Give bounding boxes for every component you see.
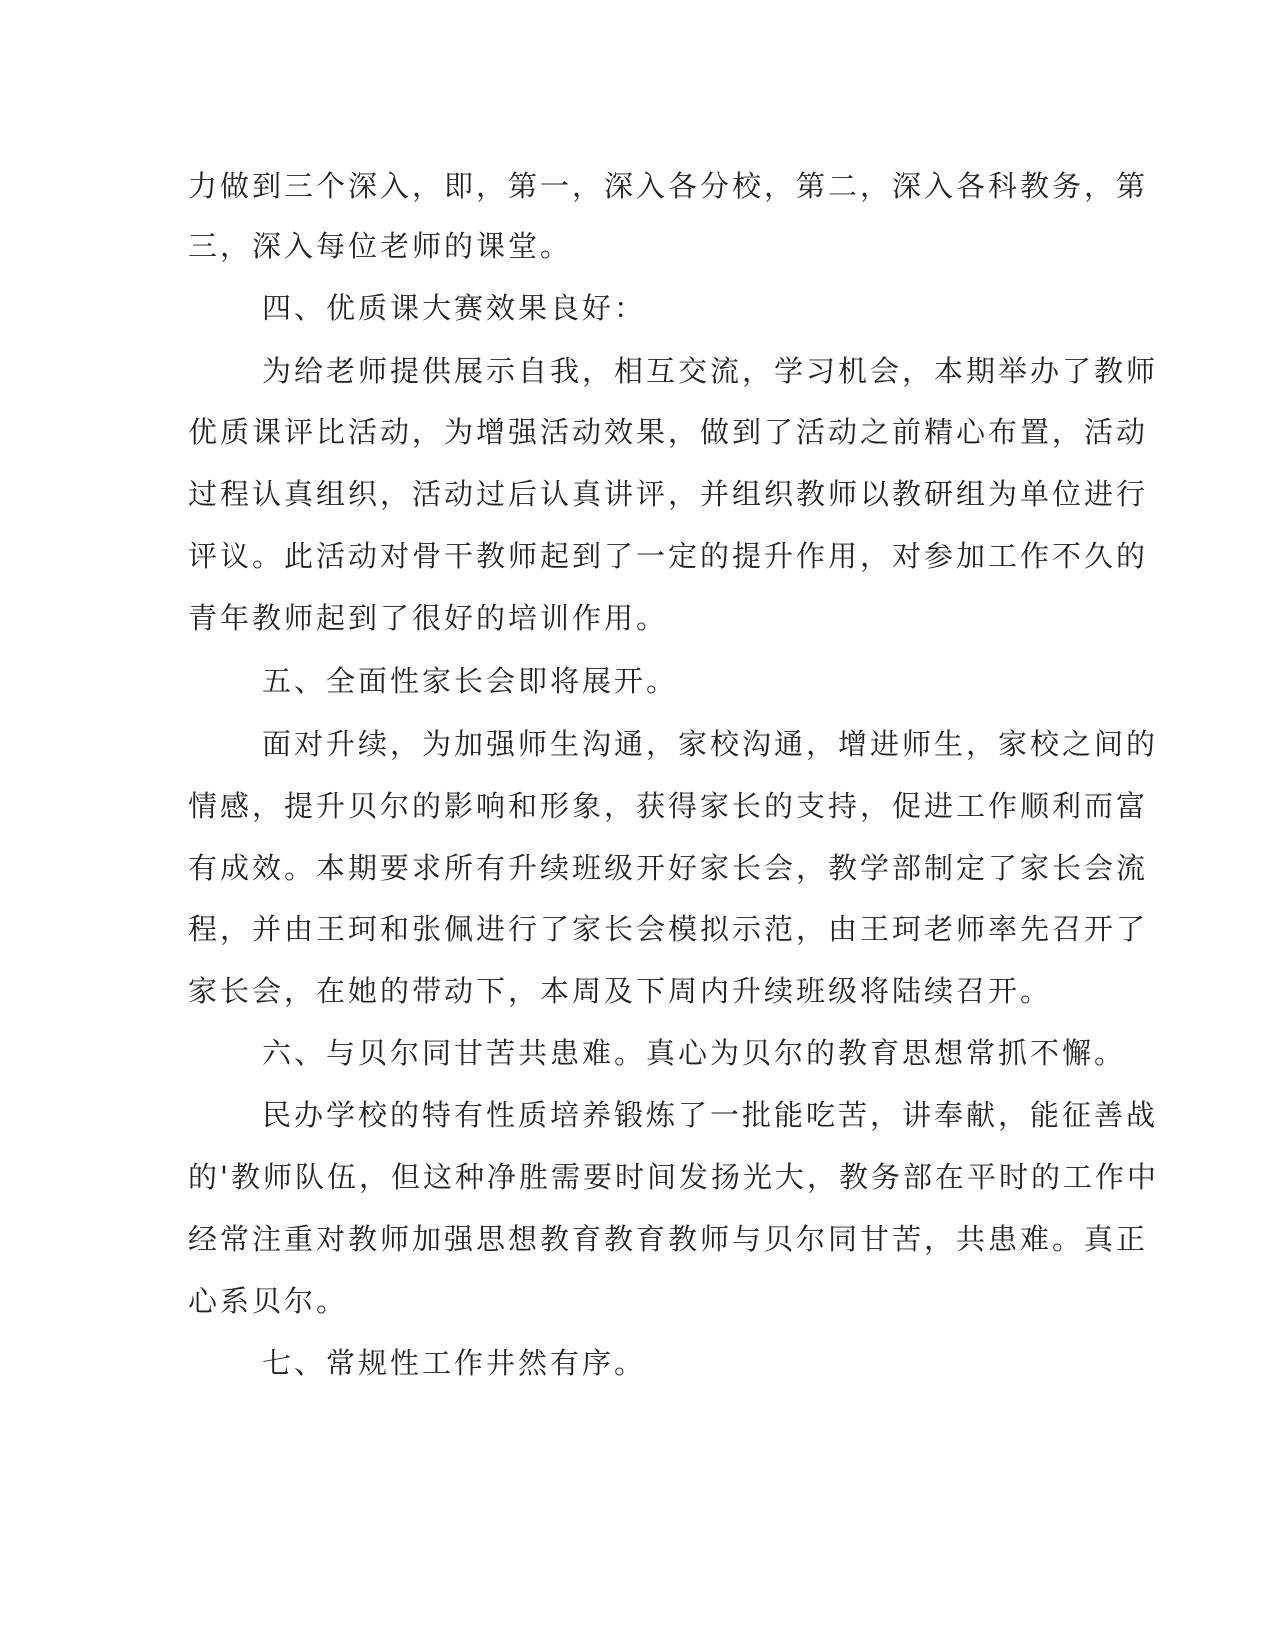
section-heading: 四、优质课大赛效果良好：	[262, 291, 647, 325]
paragraph-line: 的'教师队伍，但这种净胜需要时间发扬光大，教务部在平时的工作中	[188, 1160, 1159, 1194]
paragraph-line: 心系贝尔。	[188, 1284, 349, 1318]
paragraph-line: 青年教师起到了很好的培训作用。	[188, 601, 669, 635]
paragraph-line: 家长会，在她的带动下，本周及下周内升续班级将陆续召开。	[188, 974, 1053, 1008]
section-heading: 七、常规性工作井然有序。	[262, 1346, 647, 1380]
section-heading: 六、与贝尔同甘苦共患难。真心为贝尔的教育思想常抓不懈。	[262, 1036, 1127, 1070]
section-heading: 五、全面性家长会即将展开。	[262, 664, 679, 698]
paragraph-line: 有成效。本期要求所有升续班级开好家长会，教学部制定了家长会流	[188, 851, 1149, 885]
paragraph-line: 程，并由王珂和张佩进行了家长会模拟示范，由王珂老师率先召开了	[188, 912, 1149, 946]
paragraph-line: 为给老师提供展示自我，相互交流，学习机会，本期举办了教师	[262, 354, 1159, 388]
paragraph-line: 三，深入每位老师的课堂。	[188, 229, 573, 263]
paragraph-line: 力做到三个深入，即，第一，深入各分校，第二，深入各科教务，第	[188, 169, 1149, 203]
paragraph-line: 过程认真组织，活动过后认真讲评，并组织教师以教研组为单位进行	[188, 477, 1149, 511]
paragraph-line: 民办学校的特有性质培养锻炼了一批能吃苦，讲奉献，能征善战	[262, 1098, 1159, 1132]
paragraph-line: 优质课评比活动，为增强活动效果，做到了活动之前精心布置，活动	[188, 415, 1149, 449]
paragraph-line: 评议。此活动对骨干教师起到了一定的提升作用，对参加工作不久的	[188, 539, 1149, 573]
paragraph-line: 经常注重对教师加强思想教育教育教师与贝尔同甘苦，共患难。真正	[188, 1222, 1149, 1256]
paragraph-line: 情感，提升贝尔的影响和形象，获得家长的支持，促进工作顺利而富	[188, 789, 1149, 823]
paragraph-line: 面对升续，为加强师生沟通，家校沟通，增进师生，家校之间的	[262, 727, 1159, 761]
